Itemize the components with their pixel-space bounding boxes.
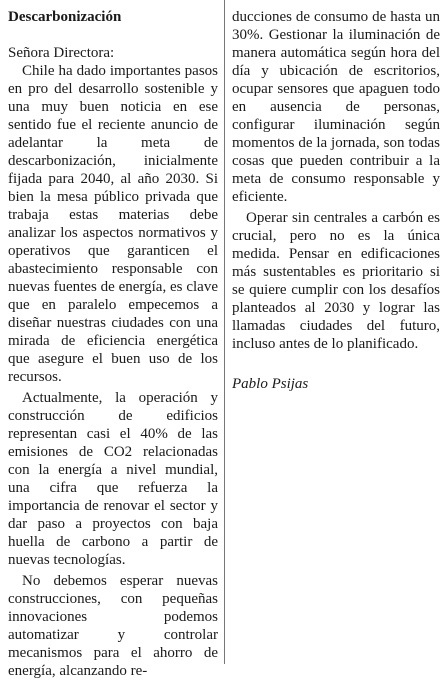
salutation: Señora Directora: <box>8 45 115 61</box>
right-column <box>232 8 440 393</box>
paragraph-4: Operar sin centrales a carbón es crucial, pero no es la única medida. Pensar en edificaciones más sustentables es prioritario si se quiere cumplir con los desafíos planteados al 2030 y lograr las llamadas ciudades del futuro, incluso antes de lo planificado. <box>232 210 440 352</box>
column-divider <box>224 0 225 664</box>
paragraph-3-continued: ducciones de consumo de hasta un 30%. Gestionar la iluminación de manera automática según hora del día y ubicación de escritorios, ocupar sensores que apaguen todo en ausencia de personas, configurar iluminación según momentos de la jornada, son todas cosas que pueden contribuir a la meta de consumo responsable y eficiente. <box>232 9 440 205</box>
signature: Pablo Psijas <box>232 376 309 392</box>
headline: Descarbonización <box>8 9 122 25</box>
paragraph-1: Chile ha dado importantes pasos en pro del desarrollo sostenible y una muy buen noticia en ese sentido fue el reciente anuncio de adelantar la meta de descarbonización, inicialmente fijada para 2040, al año 2030. Si bien la mesa público privada que trabaja estas materias debe analizar los aspectos normativos y operativos que garanticen el abastecimiento responsable con nuevas fuentes de energía, es clave que en paralelo empecemos a diseñar nuestras ciudades con una mirada de eficiencia energética que asegure el buen uso de los recursos. <box>8 63 218 385</box>
left-column <box>8 8 218 683</box>
paragraph-2: Actualmente, la operación y construcción de edificios representan casi el 40% de las emisiones de CO2 relacionadas con la energía a nivel mundial, una cifra que refuerza la importancia de renovar el sector y dar paso a proyectos con baja huella de carbono a partir de nuevas tecnologías. <box>8 390 218 568</box>
paragraph-3: No debemos esperar nuevas construcciones, con pequeñas innovaciones podemos automatizar y controlar mecanismos para el ahorro de energía, alcanzando re- <box>8 573 218 679</box>
